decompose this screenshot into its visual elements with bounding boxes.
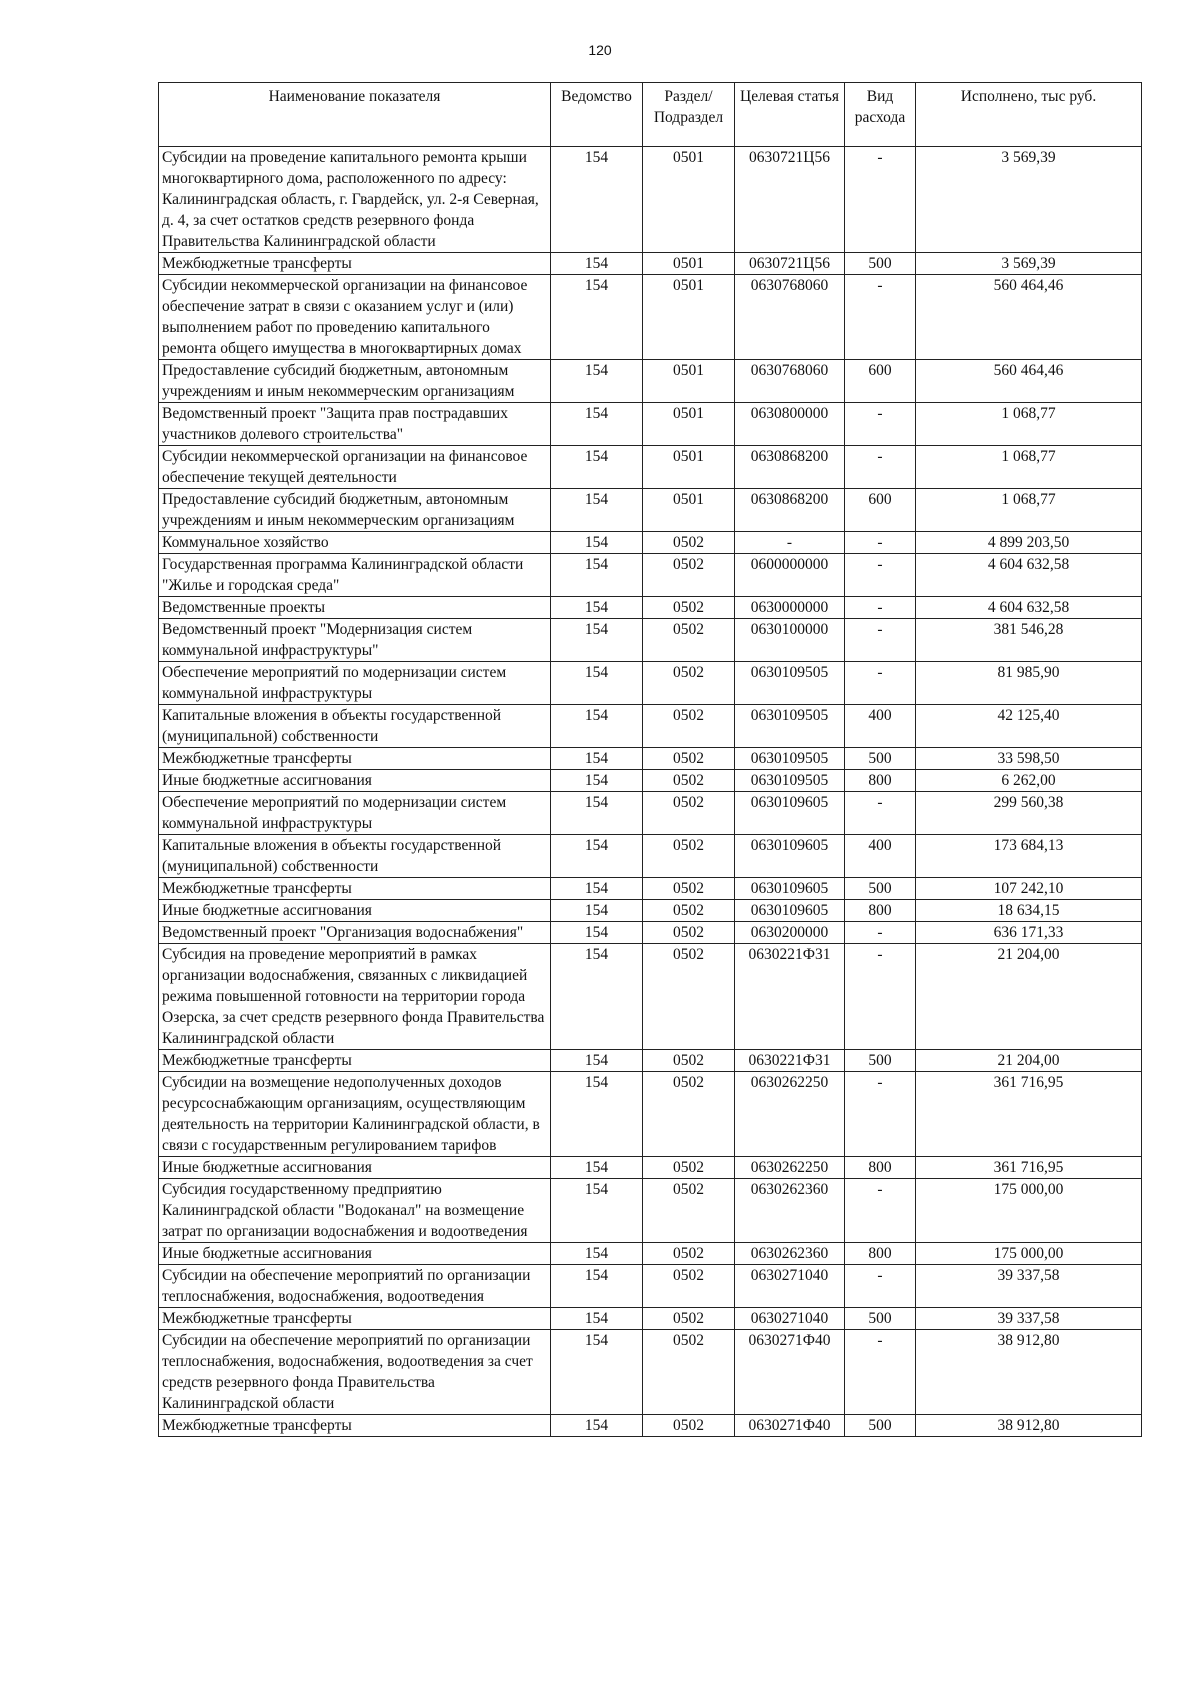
row-amount-cell: 4 604 632,58 <box>916 597 1142 619</box>
row-section-cell: 0502 <box>643 770 735 792</box>
row-expense-type-cell: 400 <box>845 705 916 748</box>
row-section-cell: 0502 <box>643 1072 735 1157</box>
row-name-cell: Обеспечение мероприятий по модернизации систем коммунальной инфраструктуры <box>159 662 551 705</box>
row-section-cell: 0502 <box>643 1265 735 1308</box>
table-row <box>159 944 1142 1050</box>
row-expense-type-cell: - <box>845 792 916 835</box>
row-name-cell: Иные бюджетные ассигнования <box>159 900 551 922</box>
row-name-cell: Обеспечение мероприятий по модернизации систем коммунальной инфраструктуры <box>159 792 551 835</box>
row-name-cell: Предоставление субсидий бюджетным, автономным учреждениям и иным некоммерческим организациям <box>159 489 551 532</box>
row-section-cell: 0502 <box>643 944 735 1050</box>
row-target-cell: 0630100000 <box>735 619 845 662</box>
table-row <box>159 1415 1142 1437</box>
row-amount-cell: 33 598,50 <box>916 748 1142 770</box>
header-target: Целевая статья <box>735 83 845 147</box>
row-department-cell: 154 <box>551 403 643 446</box>
row-section-cell: 0501 <box>643 253 735 275</box>
table-row <box>159 835 1142 878</box>
row-expense-type-cell: - <box>845 1072 916 1157</box>
row-expense-type-cell: - <box>845 446 916 489</box>
header-section: Раздел/ Подраздел <box>643 83 735 147</box>
row-department-cell: 154 <box>551 253 643 275</box>
row-amount-cell: 175 000,00 <box>916 1179 1142 1243</box>
row-expense-type-cell: 800 <box>845 770 916 792</box>
row-name-cell: Межбюджетные трансферты <box>159 1415 551 1437</box>
row-name-cell: Субсидия государственному предприятию Калининградской области "Водоканал" на возмещение затрат по организации водоснабжения и водоотведения <box>159 1179 551 1243</box>
row-expense-type-cell: 500 <box>845 253 916 275</box>
row-target-cell: 0630768060 <box>735 360 845 403</box>
row-department-cell: 154 <box>551 662 643 705</box>
row-amount-cell: 3 569,39 <box>916 147 1142 253</box>
row-section-cell: 0502 <box>643 748 735 770</box>
row-department-cell: 154 <box>551 835 643 878</box>
row-amount-cell: 39 337,58 <box>916 1265 1142 1308</box>
row-amount-cell: 361 716,95 <box>916 1072 1142 1157</box>
row-target-cell: 0630262360 <box>735 1243 845 1265</box>
row-department-cell: 154 <box>551 770 643 792</box>
row-target-cell: 0630109505 <box>735 662 845 705</box>
row-section-cell: 0502 <box>643 792 735 835</box>
row-expense-type-cell: 600 <box>845 489 916 532</box>
row-section-cell: 0501 <box>643 275 735 360</box>
row-department-cell: 154 <box>551 1308 643 1330</box>
row-name-cell: Ведомственный проект "Организация водоснабжения" <box>159 922 551 944</box>
row-amount-cell: 18 634,15 <box>916 900 1142 922</box>
row-expense-type-cell: - <box>845 554 916 597</box>
row-amount-cell: 21 204,00 <box>916 944 1142 1050</box>
row-department-cell: 154 <box>551 922 643 944</box>
table-row <box>159 1243 1142 1265</box>
row-department-cell: 154 <box>551 705 643 748</box>
row-department-cell: 154 <box>551 1243 643 1265</box>
table-row <box>159 662 1142 705</box>
row-target-cell: 0630271Ф40 <box>735 1415 845 1437</box>
row-department-cell: 154 <box>551 1265 643 1308</box>
row-amount-cell: 299 560,38 <box>916 792 1142 835</box>
row-target-cell: 0630109505 <box>735 770 845 792</box>
row-section-cell: 0502 <box>643 554 735 597</box>
table-row <box>159 554 1142 597</box>
row-name-cell: Иные бюджетные ассигнования <box>159 1243 551 1265</box>
row-department-cell: 154 <box>551 944 643 1050</box>
row-section-cell: 0502 <box>643 878 735 900</box>
row-name-cell: Коммунальное хозяйство <box>159 532 551 554</box>
table-row <box>159 253 1142 275</box>
row-amount-cell: 361 716,95 <box>916 1157 1142 1179</box>
row-section-cell: 0501 <box>643 489 735 532</box>
row-target-cell: 0630200000 <box>735 922 845 944</box>
table-row <box>159 1050 1142 1072</box>
table-row <box>159 597 1142 619</box>
row-section-cell: 0501 <box>643 446 735 489</box>
row-expense-type-cell: - <box>845 403 916 446</box>
row-name-cell: Межбюджетные трансферты <box>159 1050 551 1072</box>
row-target-cell: 0600000000 <box>735 554 845 597</box>
row-name-cell: Ведомственные проекты <box>159 597 551 619</box>
row-department-cell: 154 <box>551 489 643 532</box>
row-department-cell: 154 <box>551 878 643 900</box>
row-expense-type-cell: - <box>845 662 916 705</box>
row-target-cell: 0630262360 <box>735 1179 845 1243</box>
row-name-cell: Капитальные вложения в объекты государственной (муниципальной) собственности <box>159 705 551 748</box>
row-name-cell: Субсидии некоммерческой организации на финансовое обеспечение текущей деятельности <box>159 446 551 489</box>
row-expense-type-cell: 800 <box>845 1243 916 1265</box>
row-expense-type-cell: - <box>845 1330 916 1415</box>
row-amount-cell: 6 262,00 <box>916 770 1142 792</box>
row-amount-cell: 81 985,90 <box>916 662 1142 705</box>
row-department-cell: 154 <box>551 275 643 360</box>
row-amount-cell: 173 684,13 <box>916 835 1142 878</box>
table-header <box>159 83 1142 147</box>
row-target-cell: 0630109605 <box>735 878 845 900</box>
table-row <box>159 446 1142 489</box>
table-row <box>159 147 1142 253</box>
row-target-cell: 0630721Ц56 <box>735 253 845 275</box>
table-row <box>159 489 1142 532</box>
row-target-cell: 0630271040 <box>735 1308 845 1330</box>
table-row <box>159 792 1142 835</box>
row-department-cell: 154 <box>551 748 643 770</box>
row-department-cell: 154 <box>551 1330 643 1415</box>
row-name-cell: Иные бюджетные ассигнования <box>159 770 551 792</box>
row-amount-cell: 1 068,77 <box>916 489 1142 532</box>
row-department-cell: 154 <box>551 1072 643 1157</box>
row-name-cell: Межбюджетные трансферты <box>159 1308 551 1330</box>
row-target-cell: - <box>735 532 845 554</box>
row-target-cell: 0630271040 <box>735 1265 845 1308</box>
row-department-cell: 154 <box>551 532 643 554</box>
row-section-cell: 0502 <box>643 1243 735 1265</box>
row-amount-cell: 560 464,46 <box>916 360 1142 403</box>
header-row <box>159 83 1142 147</box>
row-name-cell: Ведомственный проект "Модернизация систем коммунальной инфраструктуры" <box>159 619 551 662</box>
row-section-cell: 0502 <box>643 705 735 748</box>
row-section-cell: 0502 <box>643 922 735 944</box>
row-amount-cell: 39 337,58 <box>916 1308 1142 1330</box>
row-amount-cell: 4 604 632,58 <box>916 554 1142 597</box>
row-amount-cell: 3 569,39 <box>916 253 1142 275</box>
row-section-cell: 0502 <box>643 1179 735 1243</box>
row-section-cell: 0502 <box>643 1415 735 1437</box>
row-expense-type-cell: 800 <box>845 1157 916 1179</box>
table-row <box>159 532 1142 554</box>
row-name-cell: Иные бюджетные ассигнования <box>159 1157 551 1179</box>
row-target-cell: 0630109605 <box>735 835 845 878</box>
row-target-cell: 0630800000 <box>735 403 845 446</box>
row-section-cell: 0502 <box>643 532 735 554</box>
row-expense-type-cell: - <box>845 1179 916 1243</box>
row-name-cell: Субсидии на обеспечение мероприятий по организации теплоснабжения, водоснабжения, водоотведения <box>159 1265 551 1308</box>
row-name-cell: Предоставление субсидий бюджетным, автономным учреждениям и иным некоммерческим организациям <box>159 360 551 403</box>
table-row <box>159 1308 1142 1330</box>
row-expense-type-cell: 500 <box>845 878 916 900</box>
row-expense-type-cell: 500 <box>845 1415 916 1437</box>
row-department-cell: 154 <box>551 1157 643 1179</box>
row-section-cell: 0501 <box>643 147 735 253</box>
row-name-cell: Ведомственный проект "Защита прав пострадавших участников долевого строительства" <box>159 403 551 446</box>
row-target-cell: 0630109605 <box>735 792 845 835</box>
table-row <box>159 1330 1142 1415</box>
row-department-cell: 154 <box>551 446 643 489</box>
row-name-cell: Субсидии на возмещение недополученных доходов ресурсоснабжающим организациям, осуществляющим деятельность на территории Калининградской области, в связи с государственным регулированием тарифов <box>159 1072 551 1157</box>
row-expense-type-cell: - <box>845 619 916 662</box>
row-target-cell: 0630262250 <box>735 1072 845 1157</box>
table-row <box>159 770 1142 792</box>
row-name-cell: Межбюджетные трансферты <box>159 878 551 900</box>
row-section-cell: 0502 <box>643 1308 735 1330</box>
row-name-cell: Субсидии на обеспечение мероприятий по организации теплоснабжения, водоснабжения, водоотведения за счет средств резервного фонда Правительства Калининградской области <box>159 1330 551 1415</box>
row-section-cell: 0502 <box>643 597 735 619</box>
row-section-cell: 0502 <box>643 1157 735 1179</box>
row-section-cell: 0502 <box>643 1330 735 1415</box>
row-section-cell: 0502 <box>643 662 735 705</box>
row-target-cell: 0630000000 <box>735 597 845 619</box>
table-row <box>159 922 1142 944</box>
page-number: 120 <box>588 42 612 58</box>
row-target-cell: 0630271Ф40 <box>735 1330 845 1415</box>
row-name-cell: Капитальные вложения в объекты государственной (муниципальной) собственности <box>159 835 551 878</box>
row-target-cell: 0630721Ц56 <box>735 147 845 253</box>
row-department-cell: 154 <box>551 792 643 835</box>
header-amount: Исполнено, тыс руб. <box>916 83 1142 147</box>
row-section-cell: 0502 <box>643 900 735 922</box>
row-expense-type-cell: 500 <box>845 1308 916 1330</box>
budget-table <box>158 82 1142 1437</box>
row-expense-type-cell: - <box>845 597 916 619</box>
row-expense-type-cell: - <box>845 1265 916 1308</box>
table-row <box>159 748 1142 770</box>
table-row <box>159 1072 1142 1157</box>
row-section-cell: 0502 <box>643 619 735 662</box>
row-expense-type-cell: 500 <box>845 1050 916 1072</box>
table-row <box>159 900 1142 922</box>
row-department-cell: 154 <box>551 147 643 253</box>
row-department-cell: 154 <box>551 1050 643 1072</box>
row-name-cell: Государственная программа Калининградской области "Жилье и городская среда" <box>159 554 551 597</box>
table-row <box>159 1157 1142 1179</box>
table-row <box>159 705 1142 748</box>
row-amount-cell: 42 125,40 <box>916 705 1142 748</box>
row-amount-cell: 636 171,33 <box>916 922 1142 944</box>
row-expense-type-cell: - <box>845 922 916 944</box>
row-department-cell: 154 <box>551 1415 643 1437</box>
row-target-cell: 0630109505 <box>735 705 845 748</box>
table-row <box>159 403 1142 446</box>
row-amount-cell: 21 204,00 <box>916 1050 1142 1072</box>
table-row <box>159 275 1142 360</box>
row-amount-cell: 4 899 203,50 <box>916 532 1142 554</box>
row-section-cell: 0502 <box>643 835 735 878</box>
row-target-cell: 0630109605 <box>735 900 845 922</box>
row-target-cell: 0630868200 <box>735 489 845 532</box>
table-row <box>159 619 1142 662</box>
table-row <box>159 878 1142 900</box>
row-department-cell: 154 <box>551 597 643 619</box>
row-section-cell: 0501 <box>643 360 735 403</box>
row-name-cell: Субсидии некоммерческой организации на финансовое обеспечение затрат в связи с оказанием услуг и (или) выполнением работ по проведению капитального ремонта общего имущества в многоквартирных домах <box>159 275 551 360</box>
row-amount-cell: 175 000,00 <box>916 1243 1142 1265</box>
row-amount-cell: 38 912,80 <box>916 1330 1142 1415</box>
row-name-cell: Межбюджетные трансферты <box>159 253 551 275</box>
row-target-cell: 0630262250 <box>735 1157 845 1179</box>
row-department-cell: 154 <box>551 360 643 403</box>
row-name-cell: Субсидии на проведение капитального ремонта крыши многоквартирного дома, расположенного по адресу: Калининградская область, г. Гвардейск, ул. 2-я Северная, д. 4, за счет остатков средств резервного фонда Правительства Калининградской области <box>159 147 551 253</box>
row-amount-cell: 1 068,77 <box>916 446 1142 489</box>
row-name-cell: Субсидия на проведение мероприятий в рамках организации водоснабжения, связанных с ликвидацией режима повышенной готовности на территории города Озерска, за счет средств резервного фонда Правительства Калининградской области <box>159 944 551 1050</box>
header-department: Ведомство <box>551 83 643 147</box>
row-amount-cell: 107 242,10 <box>916 878 1142 900</box>
row-expense-type-cell: 800 <box>845 900 916 922</box>
table-row <box>159 1179 1142 1243</box>
row-expense-type-cell: 600 <box>845 360 916 403</box>
row-expense-type-cell: 400 <box>845 835 916 878</box>
row-name-cell: Межбюджетные трансферты <box>159 748 551 770</box>
table-row <box>159 360 1142 403</box>
table-row <box>159 1265 1142 1308</box>
row-department-cell: 154 <box>551 1179 643 1243</box>
row-department-cell: 154 <box>551 619 643 662</box>
row-department-cell: 154 <box>551 554 643 597</box>
row-department-cell: 154 <box>551 900 643 922</box>
row-expense-type-cell: - <box>845 147 916 253</box>
row-target-cell: 0630221Ф31 <box>735 1050 845 1072</box>
row-target-cell: 0630768060 <box>735 275 845 360</box>
row-expense-type-cell: 500 <box>845 748 916 770</box>
row-amount-cell: 38 912,80 <box>916 1415 1142 1437</box>
row-amount-cell: 381 546,28 <box>916 619 1142 662</box>
header-expense-type: Вид расхода <box>845 83 916 147</box>
row-amount-cell: 1 068,77 <box>916 403 1142 446</box>
header-name: Наименование показателя <box>159 83 551 147</box>
row-target-cell: 0630109505 <box>735 748 845 770</box>
row-amount-cell: 560 464,46 <box>916 275 1142 360</box>
row-target-cell: 0630868200 <box>735 446 845 489</box>
row-target-cell: 0630221Ф31 <box>735 944 845 1050</box>
row-section-cell: 0502 <box>643 1050 735 1072</box>
table-body <box>159 147 1142 1437</box>
row-expense-type-cell: - <box>845 532 916 554</box>
row-expense-type-cell: - <box>845 944 916 1050</box>
row-expense-type-cell: - <box>845 275 916 360</box>
row-section-cell: 0501 <box>643 403 735 446</box>
